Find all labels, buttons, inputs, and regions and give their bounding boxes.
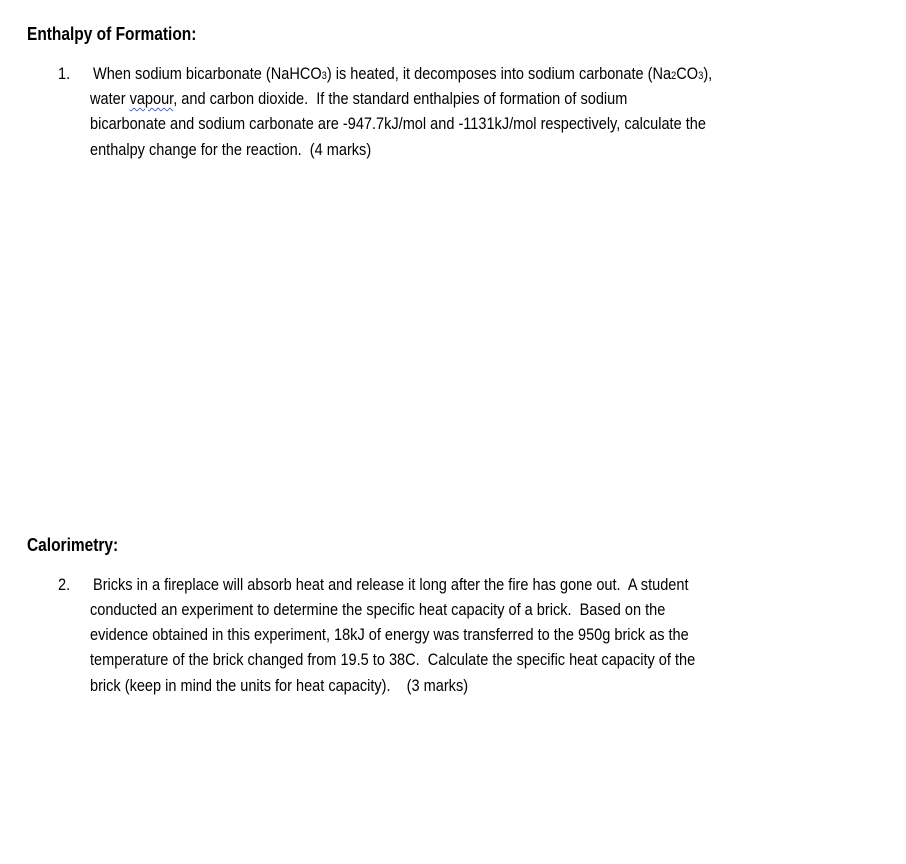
subscript: 3 — [698, 70, 704, 82]
text: water — [90, 89, 130, 108]
question-1-line-2 — [90, 89, 627, 109]
text: ) is heated, it decomposes into sodium carbonate (Na — [326, 64, 672, 83]
question-2-line-1: Bricks in a fireplace will absorb heat and release it long after the fire has gone out. A student — [93, 575, 689, 594]
question-1-line-3: bicarbonate and sodium carbonate are -947.7kJ/mol and -1131kJ/mol respectively, calculate the — [90, 114, 706, 133]
subscript: 3 — [321, 70, 327, 82]
section-heading-enthalpy: Enthalpy of Formation: — [27, 24, 197, 44]
question-1-line-1 — [93, 64, 712, 84]
question-2-line-5: brick (keep in mind the units for heat capacity). (3 marks) — [90, 676, 469, 695]
question-2-line-2: conducted an experiment to determine the specific heat capacity of a brick. Based on the — [90, 600, 666, 619]
section-heading-calorimetry: Calorimetry: — [27, 535, 119, 555]
text: , and carbon dioxide. If the standard enthalpies of formation of sodium — [173, 89, 628, 108]
subscript: 2 — [671, 70, 677, 82]
question-number: 1. — [58, 64, 71, 83]
question-2-line-3: evidence obtained in this experiment, 18kJ of energy was transferred to the 950g brick as the — [90, 625, 689, 644]
text: ), — [703, 64, 713, 83]
question-1-line-4: enthalpy change for the reaction. (4 marks) — [90, 140, 372, 159]
spellcheck-word[interactable]: vapour — [129, 89, 174, 108]
text: When sodium bicarbonate (NaHCO — [93, 64, 322, 83]
text: CO — [676, 64, 699, 83]
question-2-line-4: temperature of the brick changed from 19.5 to 38C. Calculate the specific heat capacity of the — [90, 650, 696, 669]
question-number: 2. — [58, 575, 71, 594]
